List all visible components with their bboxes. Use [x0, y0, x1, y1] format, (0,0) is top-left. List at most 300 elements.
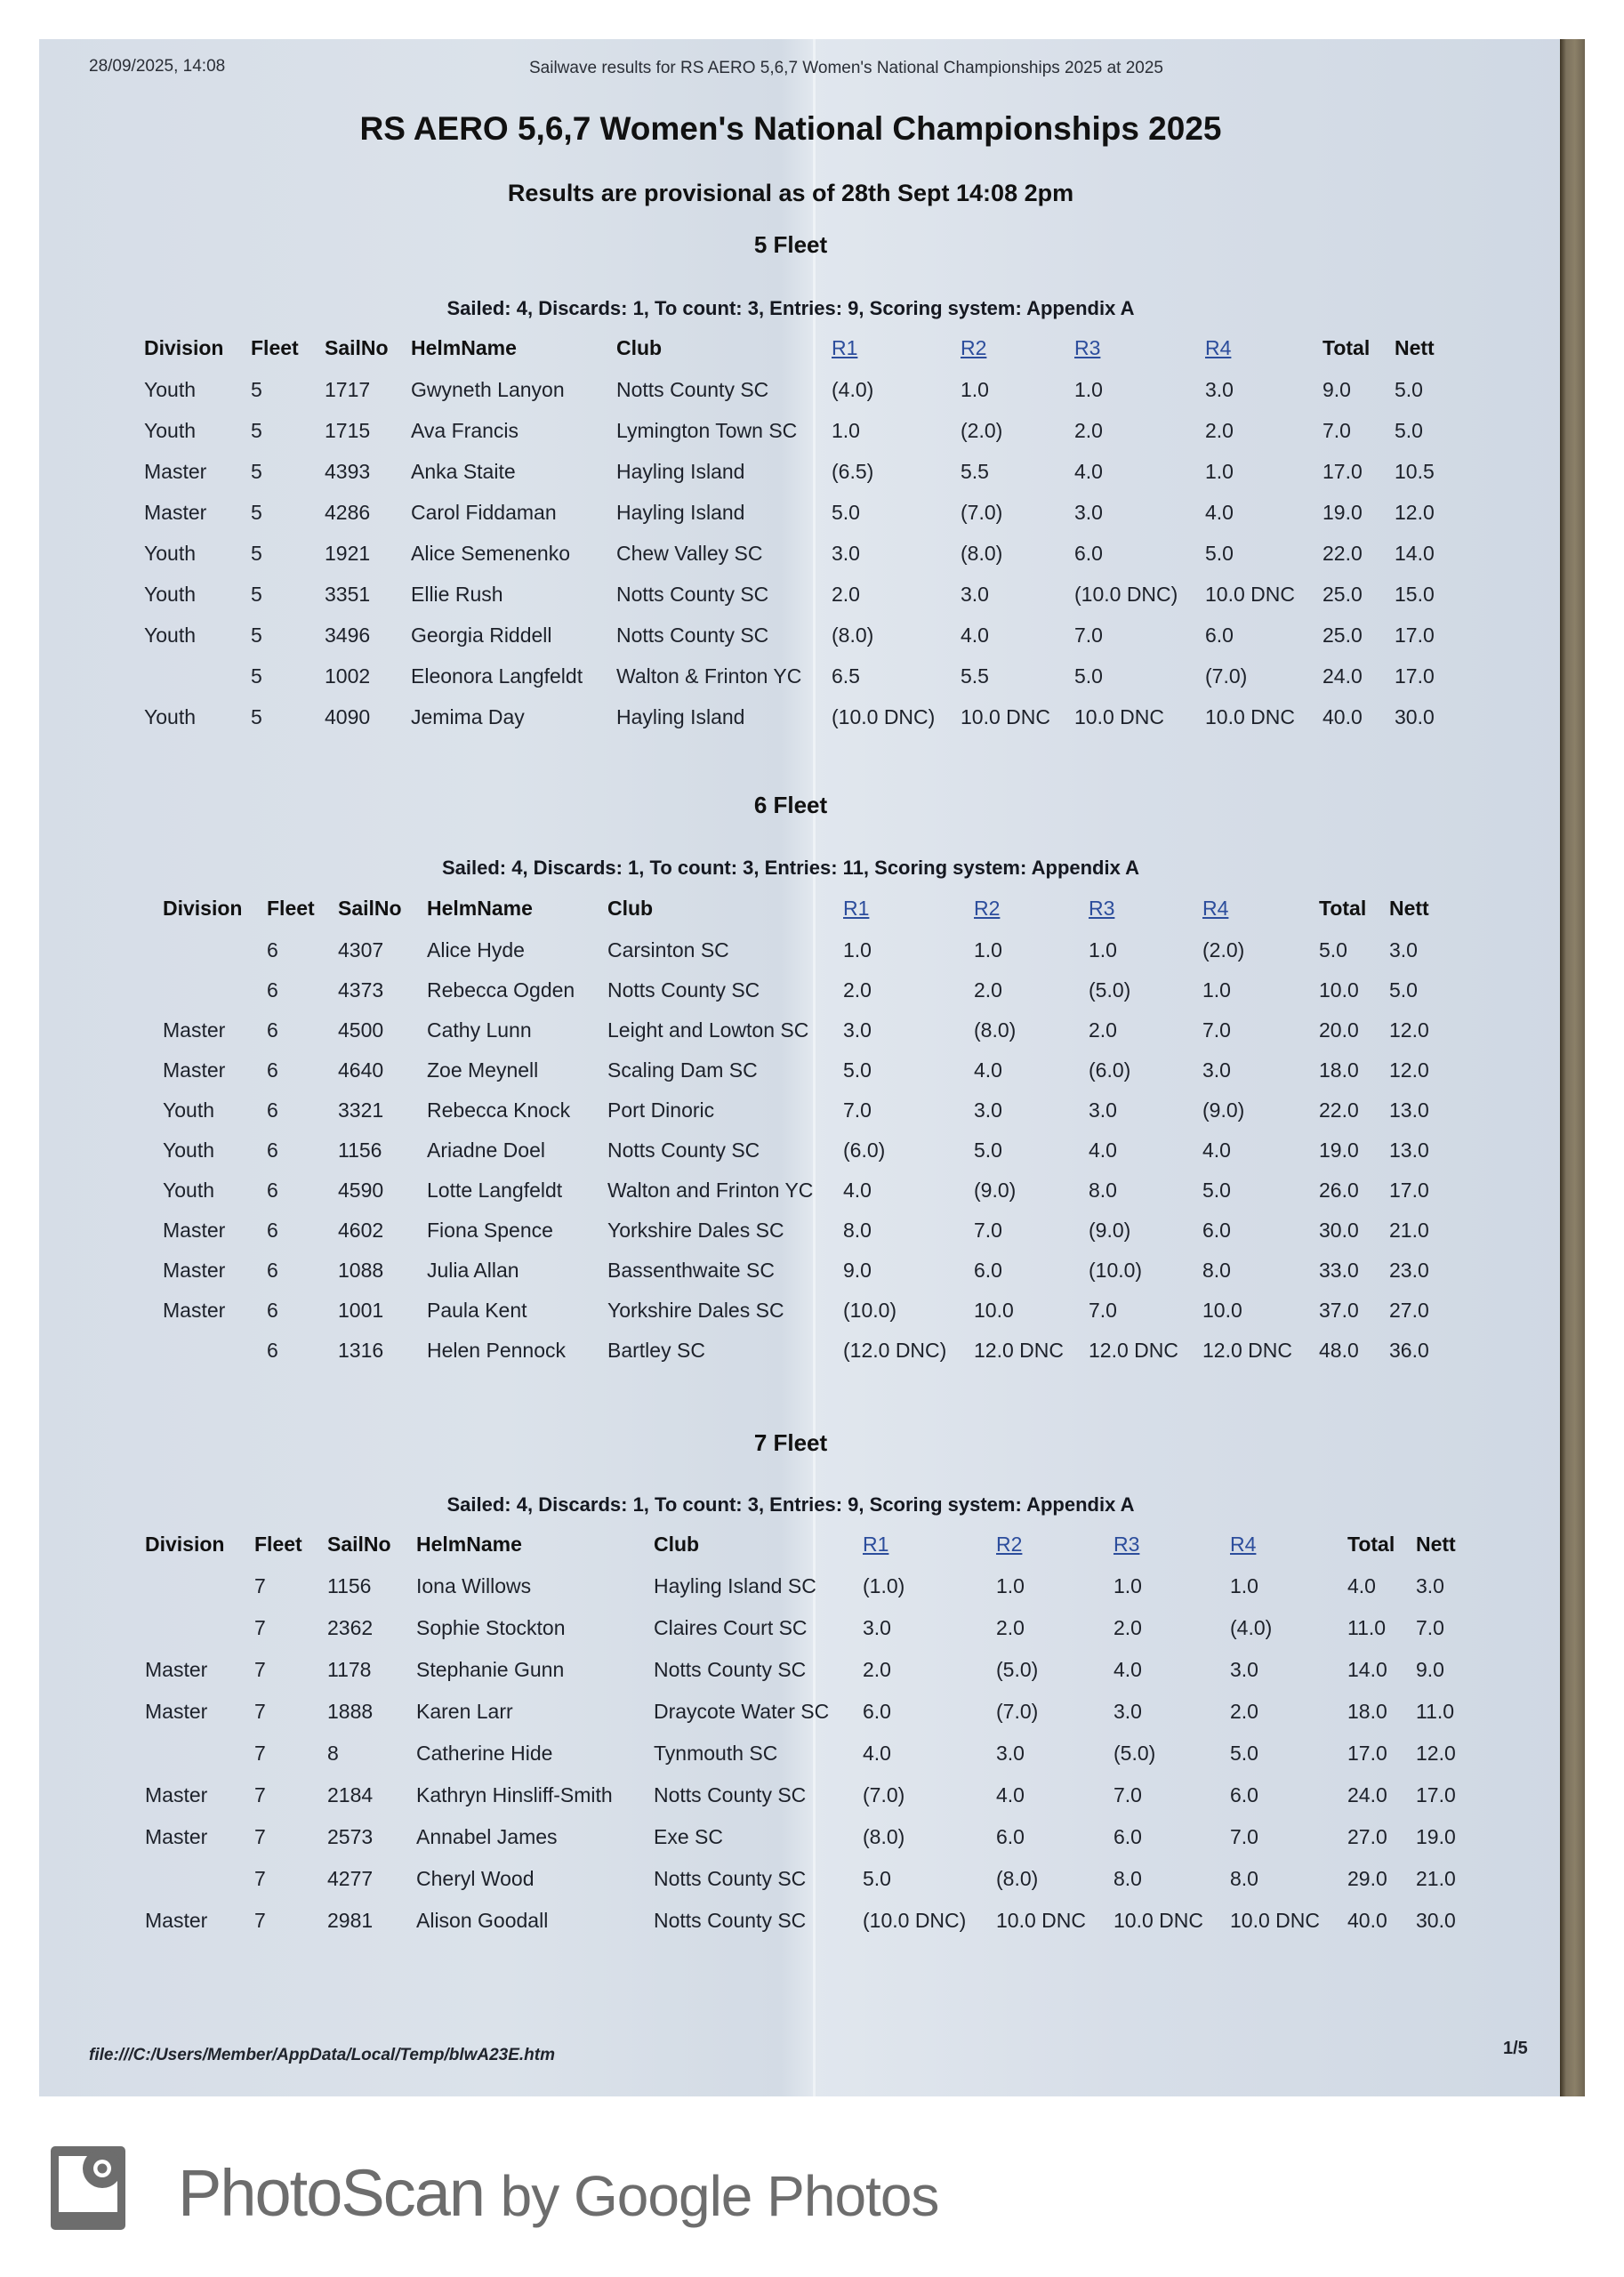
table-cell-nett: 27.0: [1389, 1299, 1429, 1322]
column-header-r3[interactable]: R3: [1089, 897, 1115, 920]
table-cell-division: Youth: [144, 624, 196, 647]
table-cell-r1: 5.0: [863, 1867, 891, 1890]
table-cell-r4: (4.0): [1230, 1616, 1273, 1639]
table-cell-helmname: Catherine Hide: [416, 1742, 553, 1765]
table-cell-fleet: 6: [267, 1299, 278, 1322]
table-cell-r4: 5.0: [1202, 1179, 1231, 1202]
table-cell-sailno: 3321: [338, 1098, 384, 1122]
table-cell-club: Exe SC: [654, 1825, 723, 1848]
column-header-sailno: SailNo: [327, 1533, 391, 1556]
table-cell-division: Youth: [163, 1179, 214, 1202]
table-cell-club: Carsinton SC: [607, 938, 729, 961]
table-cell-division: Youth: [144, 705, 196, 728]
table-cell-r4: (7.0): [1205, 664, 1248, 688]
table-cell-total: 40.0: [1347, 1909, 1387, 1932]
fleet-title: 5 Fleet: [753, 231, 828, 258]
table-cell-sailno: 4373: [338, 978, 384, 1002]
table-cell-r3: 6.0: [1074, 542, 1103, 565]
table-cell-r2: 4.0: [974, 1058, 1002, 1082]
table-cell-club: Lymington Town SC: [616, 419, 798, 442]
table-cell-division: Youth: [144, 419, 196, 442]
table-cell-r3: 4.0: [1113, 1658, 1142, 1681]
table-cell-fleet: 5: [251, 705, 262, 728]
column-header-fleet: Fleet: [251, 336, 299, 359]
table-cell-r2: 2.0: [974, 978, 1002, 1002]
table-cell-total: 29.0: [1347, 1867, 1387, 1890]
table-cell-r1: (12.0 DNC): [843, 1339, 947, 1362]
table-cell-r3: (10.0 DNC): [1074, 583, 1178, 606]
table-cell-fleet: 6: [267, 1179, 278, 1202]
print-footer-file-path: file:///C:/Users/Member/AppData/Local/Temp/blwA23E.htm: [89, 2046, 556, 2064]
table-cell-nett: 5.0: [1389, 978, 1418, 1002]
table-cell-r2: 1.0: [996, 1574, 1025, 1597]
table-cell-r3: (5.0): [1113, 1742, 1156, 1765]
column-header-division: Division: [145, 1533, 225, 1556]
table-cell-r3: 3.0: [1074, 501, 1103, 524]
table-cell-r1: 8.0: [843, 1219, 872, 1242]
column-header-sailno: SailNo: [325, 336, 389, 359]
column-header-r1[interactable]: R1: [832, 336, 858, 359]
print-footer-page-number: 1/5: [1503, 2039, 1528, 2058]
table-cell-nett: 13.0: [1389, 1138, 1429, 1162]
table-cell-fleet: 7: [254, 1867, 266, 1890]
paper-fold-line: [813, 39, 816, 2096]
table-cell-helmname: Paula Kent: [427, 1299, 527, 1322]
table-cell-r2: 4.0: [961, 624, 989, 647]
table-cell-r2: 10.0 DNC: [996, 1909, 1086, 1932]
table-cell-r4: 2.0: [1230, 1700, 1258, 1723]
table-cell-total: 18.0: [1347, 1700, 1387, 1723]
table-cell-division: Master: [163, 1219, 226, 1242]
table-cell-r3: 7.0: [1074, 624, 1103, 647]
photoscan-brand-text: [178, 2155, 938, 2231]
table-cell-r2: 7.0: [974, 1219, 1002, 1242]
table-cell-nett: 14.0: [1395, 542, 1435, 565]
table-cell-r3: (10.0): [1089, 1259, 1143, 1282]
table-cell-nett: 21.0: [1416, 1867, 1456, 1890]
print-header-page-title: Sailwave results for RS AERO 5,6,7 Women's National Championships 2025 at 2025: [529, 59, 1163, 77]
table-cell-club: Yorkshire Dales SC: [607, 1299, 784, 1322]
fleet-summary: Sailed: 4, Discards: 1, To count: 3, Entries: 11, Scoring system: Appendix A: [441, 857, 1140, 879]
table-cell-sailno: 1715: [325, 419, 371, 442]
table-cell-nett: 12.0: [1389, 1018, 1429, 1042]
table-cell-r3: 4.0: [1074, 460, 1103, 483]
table-cell-total: 5.0: [1319, 938, 1347, 961]
table-cell-r2: 5.5: [961, 664, 989, 688]
table-cell-total: 9.0: [1323, 378, 1351, 401]
table-cell-r2: 6.0: [996, 1825, 1025, 1848]
table-cell-r2: 12.0 DNC: [974, 1339, 1064, 1362]
table-cell-nett: 10.5: [1395, 460, 1435, 483]
table-cell-division: Youth: [144, 583, 196, 606]
table-cell-total: 40.0: [1323, 705, 1363, 728]
table-cell-r4: 10.0: [1202, 1299, 1242, 1322]
table-cell-fleet: 5: [251, 419, 262, 442]
scanned-paper-page: [39, 39, 1585, 2096]
table-cell-r3: (9.0): [1089, 1219, 1131, 1242]
table-cell-r2: 1.0: [974, 938, 1002, 961]
table-cell-total: 30.0: [1319, 1219, 1359, 1242]
table-cell-helmname: Cathy Lunn: [427, 1018, 532, 1042]
table-cell-helmname: Alice Hyde: [427, 938, 525, 961]
table-cell-sailno: 1921: [325, 542, 371, 565]
table-cell-helmname: Rebecca Ogden: [427, 978, 575, 1002]
table-cell-r4: 7.0: [1202, 1018, 1231, 1042]
table-cell-helmname: Iona Willows: [416, 1574, 532, 1597]
fleet-summary: Sailed: 4, Discards: 1, To count: 3, Entries: 9, Scoring system: Appendix A: [446, 1493, 1135, 1516]
table-cell-fleet: 7: [254, 1909, 266, 1932]
photoscan-brand-name: PhotoScan: [178, 2156, 485, 2230]
table-cell-r1: 2.0: [863, 1658, 891, 1681]
table-cell-helmname: Gwyneth Lanyon: [411, 378, 565, 401]
table-cell-r3: 3.0: [1113, 1700, 1142, 1723]
table-cell-fleet: 5: [251, 378, 262, 401]
table-cell-r4: 7.0: [1230, 1825, 1258, 1848]
table-cell-r1: 4.0: [863, 1742, 891, 1765]
table-cell-fleet: 5: [251, 664, 262, 688]
table-cell-r2: 6.0: [974, 1259, 1002, 1282]
table-cell-nett: 13.0: [1389, 1098, 1429, 1122]
table-cell-total: 26.0: [1319, 1179, 1359, 1202]
table-cell-helmname: Carol Fiddaman: [411, 501, 557, 524]
table-cell-total: 24.0: [1347, 1783, 1387, 1806]
table-cell-total: 17.0: [1323, 460, 1363, 483]
column-header-fleet: Fleet: [267, 897, 315, 920]
table-cell-r1: 5.0: [843, 1058, 872, 1082]
table-cell-r2: (7.0): [961, 501, 1003, 524]
table-cell-club: Notts County SC: [654, 1867, 807, 1890]
table-cell-sailno: 4500: [338, 1018, 384, 1042]
table-cell-helmname: Ava Francis: [411, 419, 519, 442]
table-cell-fleet: 6: [267, 1219, 278, 1242]
table-cell-nett: 36.0: [1389, 1339, 1429, 1362]
table-cell-nett: 30.0: [1395, 705, 1435, 728]
table-cell-r2: 3.0: [961, 583, 989, 606]
table-cell-r1: (4.0): [832, 378, 874, 401]
table-cell-r3: 4.0: [1089, 1138, 1117, 1162]
column-header-r4[interactable]: R4: [1230, 1533, 1257, 1556]
table-cell-sailno: 2573: [327, 1825, 374, 1848]
table-cell-r3: (6.0): [1089, 1058, 1131, 1082]
table-cell-fleet: 6: [267, 1018, 278, 1042]
table-cell-division: Master: [145, 1783, 208, 1806]
table-cell-club: Notts County SC: [607, 978, 760, 1002]
table-cell-helmname: Eleonora Langfeldt: [411, 664, 583, 688]
table-cell-helmname: Kathryn Hinsliff-Smith: [416, 1783, 613, 1806]
table-cell-r1: 3.0: [843, 1018, 872, 1042]
table-cell-r4: 3.0: [1230, 1658, 1258, 1681]
table-cell-r1: (10.0 DNC): [863, 1909, 967, 1932]
table-cell-nett: 11.0: [1416, 1700, 1455, 1723]
table-cell-r4: 5.0: [1205, 542, 1234, 565]
table-cell-r4: (9.0): [1202, 1098, 1245, 1122]
table-cell-r3: 2.0: [1089, 1018, 1117, 1042]
table-cell-r1: 3.0: [863, 1616, 891, 1639]
column-header-club: Club: [654, 1533, 700, 1556]
table-cell-nett: 5.0: [1395, 378, 1423, 401]
column-header-nett: Nett: [1395, 336, 1435, 359]
table-cell-division: Master: [163, 1259, 226, 1282]
table-cell-total: 24.0: [1323, 664, 1363, 688]
table-cell-r1: 6.5: [832, 664, 860, 688]
table-cell-club: Chew Valley SC: [616, 542, 763, 565]
column-header-r3[interactable]: R3: [1113, 1533, 1140, 1556]
table-cell-sailno: 4277: [327, 1867, 374, 1890]
table-cell-helmname: Sophie Stockton: [416, 1616, 566, 1639]
table-cell-fleet: 6: [267, 1339, 278, 1362]
table-cell-r1: (10.0 DNC): [832, 705, 936, 728]
table-cell-helmname: Cheryl Wood: [416, 1867, 535, 1890]
table-cell-r4: 3.0: [1205, 378, 1234, 401]
photoscan-logo-icon: [51, 2146, 125, 2230]
column-header-r4[interactable]: R4: [1202, 897, 1229, 920]
table-cell-r4: 8.0: [1230, 1867, 1258, 1890]
table-cell-r3: 1.0: [1089, 938, 1117, 961]
table-cell-r1: (6.5): [832, 460, 874, 483]
table-cell-r2: 10.0 DNC: [961, 705, 1050, 728]
table-cell-r3: 7.0: [1113, 1783, 1142, 1806]
table-cell-r2: 2.0: [996, 1616, 1025, 1639]
table-cell-total: 48.0: [1319, 1339, 1359, 1362]
table-cell-total: 4.0: [1347, 1574, 1376, 1597]
table-cell-nett: 5.0: [1395, 419, 1423, 442]
table-cell-club: Leight and Lowton SC: [607, 1018, 809, 1042]
table-cell-nett: 3.0: [1389, 938, 1418, 961]
table-cell-sailno: 1002: [325, 664, 371, 688]
table-cell-r1: 4.0: [843, 1179, 872, 1202]
table-cell-total: 22.0: [1323, 542, 1363, 565]
table-cell-fleet: 7: [254, 1574, 266, 1597]
table-cell-helmname: Georgia Riddell: [411, 624, 552, 647]
paper-edge-background: [1560, 39, 1585, 2096]
table-cell-club: Tynmouth SC: [654, 1742, 778, 1765]
column-header-division: Division: [163, 897, 243, 920]
fleet-title: 7 Fleet: [753, 1429, 828, 1456]
table-cell-r1: 1.0: [832, 419, 860, 442]
table-cell-total: 20.0: [1319, 1018, 1359, 1042]
fleet-title: 6 Fleet: [753, 792, 828, 818]
table-cell-r2: 5.0: [974, 1138, 1002, 1162]
table-cell-r1: 6.0: [863, 1700, 891, 1723]
table-cell-fleet: 7: [254, 1825, 266, 1848]
table-cell-division: Master: [163, 1018, 226, 1042]
table-cell-fleet: 7: [254, 1742, 266, 1765]
table-cell-r3: 1.0: [1074, 378, 1103, 401]
table-cell-fleet: 5: [251, 542, 262, 565]
table-cell-sailno: 4640: [338, 1058, 384, 1082]
table-cell-total: 27.0: [1347, 1825, 1387, 1848]
table-cell-helmname: Stephanie Gunn: [416, 1658, 565, 1681]
table-cell-club: Draycote Water SC: [654, 1700, 830, 1723]
table-cell-fleet: 6: [267, 1058, 278, 1082]
table-cell-r3: 10.0 DNC: [1113, 1909, 1203, 1932]
column-header-sailno: SailNo: [338, 897, 402, 920]
table-cell-helmname: Alice Semenenko: [411, 542, 570, 565]
table-cell-fleet: 5: [251, 624, 262, 647]
table-cell-r1: (8.0): [832, 624, 874, 647]
column-header-r2[interactable]: R2: [974, 897, 1001, 920]
table-cell-r4: 1.0: [1202, 978, 1231, 1002]
table-cell-total: 19.0: [1319, 1138, 1359, 1162]
column-header-r4[interactable]: R4: [1205, 336, 1232, 359]
table-cell-r2: 3.0: [974, 1098, 1002, 1122]
table-cell-r1: (10.0): [843, 1299, 897, 1322]
table-cell-club: Notts County SC: [654, 1909, 807, 1932]
column-header-r3[interactable]: R3: [1074, 336, 1101, 359]
table-cell-r3: 7.0: [1089, 1299, 1117, 1322]
table-cell-fleet: 7: [254, 1658, 266, 1681]
document-subtitle: Results are provisional as of 28th Sept 14:08 2pm: [507, 180, 1074, 206]
table-cell-division: Youth: [163, 1138, 214, 1162]
column-header-fleet: Fleet: [254, 1533, 302, 1556]
table-cell-nett: 21.0: [1389, 1219, 1429, 1242]
table-cell-r4: 2.0: [1205, 419, 1234, 442]
table-cell-club: Port Dinoric: [607, 1098, 715, 1122]
table-cell-nett: 12.0: [1416, 1742, 1456, 1765]
column-header-club: Club: [607, 897, 654, 920]
table-cell-club: Scaling Dam SC: [607, 1058, 758, 1082]
table-cell-sailno: 1316: [338, 1339, 384, 1362]
table-cell-division: Youth: [163, 1098, 214, 1122]
column-header-club: Club: [616, 336, 663, 359]
table-cell-r4: 12.0 DNC: [1202, 1339, 1292, 1362]
table-cell-r2: (8.0): [996, 1867, 1039, 1890]
column-header-r1[interactable]: R1: [863, 1533, 889, 1556]
table-cell-total: 33.0: [1319, 1259, 1359, 1282]
table-cell-club: Bassenthwaite SC: [607, 1259, 775, 1282]
table-cell-helmname: Lotte Langfeldt: [427, 1179, 563, 1202]
column-header-helmname: HelmName: [427, 897, 533, 920]
table-cell-division: Youth: [144, 542, 196, 565]
table-cell-r3: 2.0: [1074, 419, 1103, 442]
table-cell-r1: 2.0: [843, 978, 872, 1002]
table-cell-r2: (5.0): [996, 1658, 1039, 1681]
table-cell-division: Master: [144, 460, 207, 483]
table-cell-sailno: 2362: [327, 1616, 374, 1639]
table-cell-r4: 1.0: [1230, 1574, 1258, 1597]
table-cell-sailno: 8: [327, 1742, 339, 1765]
table-cell-sailno: 1717: [325, 378, 371, 401]
table-cell-r3: (5.0): [1089, 978, 1131, 1002]
table-cell-r1: (8.0): [863, 1825, 905, 1848]
column-header-division: Division: [144, 336, 224, 359]
table-cell-total: 17.0: [1347, 1742, 1387, 1765]
table-cell-r1: (7.0): [863, 1783, 905, 1806]
table-cell-fleet: 6: [267, 978, 278, 1002]
table-cell-r4: 10.0 DNC: [1205, 705, 1295, 728]
table-cell-club: Notts County SC: [607, 1138, 760, 1162]
table-cell-sailno: 3351: [325, 583, 371, 606]
table-cell-r4: 6.0: [1230, 1783, 1258, 1806]
table-cell-r3: 1.0: [1113, 1574, 1142, 1597]
table-cell-sailno: 1888: [327, 1700, 374, 1723]
table-cell-r3: 3.0: [1089, 1098, 1117, 1122]
table-cell-division: Master: [145, 1909, 208, 1932]
table-cell-club: Hayling Island: [616, 460, 745, 483]
table-cell-r1: 5.0: [832, 501, 860, 524]
table-cell-r2: 1.0: [961, 378, 989, 401]
table-cell-r1: 2.0: [832, 583, 860, 606]
table-cell-nett: 23.0: [1389, 1259, 1429, 1282]
column-header-total: Total: [1319, 897, 1367, 920]
table-cell-r4: 10.0 DNC: [1205, 583, 1295, 606]
column-header-r2[interactable]: R2: [996, 1533, 1023, 1556]
table-cell-division: Master: [145, 1825, 208, 1848]
table-cell-helmname: Alison Goodall: [416, 1909, 549, 1932]
table-cell-helmname: Karen Larr: [416, 1700, 513, 1723]
table-cell-sailno: 1088: [338, 1259, 384, 1282]
table-cell-division: Master: [163, 1299, 226, 1322]
table-cell-r3: 2.0: [1113, 1616, 1142, 1639]
table-cell-helmname: Ariadne Doel: [427, 1138, 545, 1162]
table-cell-fleet: 7: [254, 1616, 266, 1639]
table-cell-r2: 3.0: [996, 1742, 1025, 1765]
table-cell-club: Yorkshire Dales SC: [607, 1219, 784, 1242]
table-cell-division: Master: [144, 501, 207, 524]
table-cell-club: Bartley SC: [607, 1339, 705, 1362]
table-cell-sailno: 3496: [325, 624, 371, 647]
table-cell-club: Claires Court SC: [654, 1616, 808, 1639]
table-cell-helmname: Jemima Day: [411, 705, 525, 728]
column-header-nett: Nett: [1389, 897, 1429, 920]
table-cell-r3: 8.0: [1113, 1867, 1142, 1890]
table-cell-sailno: 1178: [327, 1658, 372, 1681]
table-cell-r2: 5.5: [961, 460, 989, 483]
table-cell-nett: 17.0: [1389, 1179, 1429, 1202]
table-cell-fleet: 7: [254, 1783, 266, 1806]
table-cell-club: Hayling Island: [616, 705, 745, 728]
column-header-nett: Nett: [1416, 1533, 1456, 1556]
column-header-r2[interactable]: R2: [961, 336, 987, 359]
table-cell-nett: 30.0: [1416, 1909, 1456, 1932]
table-cell-r2: (2.0): [961, 419, 1003, 442]
table-cell-club: Hayling Island SC: [654, 1574, 816, 1597]
table-cell-division: Master: [145, 1700, 208, 1723]
column-header-helmname: HelmName: [416, 1533, 522, 1556]
table-cell-r3: 6.0: [1113, 1825, 1142, 1848]
table-cell-nett: 19.0: [1416, 1825, 1456, 1848]
table-cell-division: Youth: [144, 378, 196, 401]
column-header-helmname: HelmName: [411, 336, 517, 359]
column-header-r1[interactable]: R1: [843, 897, 870, 920]
table-cell-r2: 10.0: [974, 1299, 1014, 1322]
print-header-datetime: 28/09/2025, 14:08: [89, 57, 226, 76]
table-cell-sailno: 4393: [325, 460, 371, 483]
table-cell-sailno: 4286: [325, 501, 371, 524]
document-title: RS AERO 5,6,7 Women's National Championships 2025: [359, 110, 1222, 147]
table-cell-club: Notts County SC: [654, 1658, 807, 1681]
table-cell-nett: 7.0: [1416, 1616, 1444, 1639]
table-cell-total: 11.0: [1347, 1616, 1387, 1639]
table-cell-total: 37.0: [1319, 1299, 1359, 1322]
table-cell-sailno: 4602: [338, 1219, 384, 1242]
table-cell-club: Walton & Frinton YC: [616, 664, 802, 688]
table-cell-nett: 17.0: [1416, 1783, 1456, 1806]
column-header-total: Total: [1347, 1533, 1395, 1556]
table-cell-sailno: 4090: [325, 705, 371, 728]
table-cell-r4: 6.0: [1205, 624, 1234, 647]
table-cell-total: 10.0: [1319, 978, 1359, 1002]
table-cell-r4: 6.0: [1202, 1219, 1231, 1242]
table-cell-r4: 4.0: [1202, 1138, 1231, 1162]
table-cell-total: 25.0: [1323, 624, 1363, 647]
table-cell-sailno: 2981: [327, 1909, 374, 1932]
table-cell-r1: 9.0: [843, 1259, 872, 1282]
table-cell-helmname: Rebecca Knock: [427, 1098, 571, 1122]
table-cell-nett: 17.0: [1395, 664, 1435, 688]
table-cell-helmname: Helen Pennock: [427, 1339, 566, 1362]
table-cell-fleet: 5: [251, 501, 262, 524]
